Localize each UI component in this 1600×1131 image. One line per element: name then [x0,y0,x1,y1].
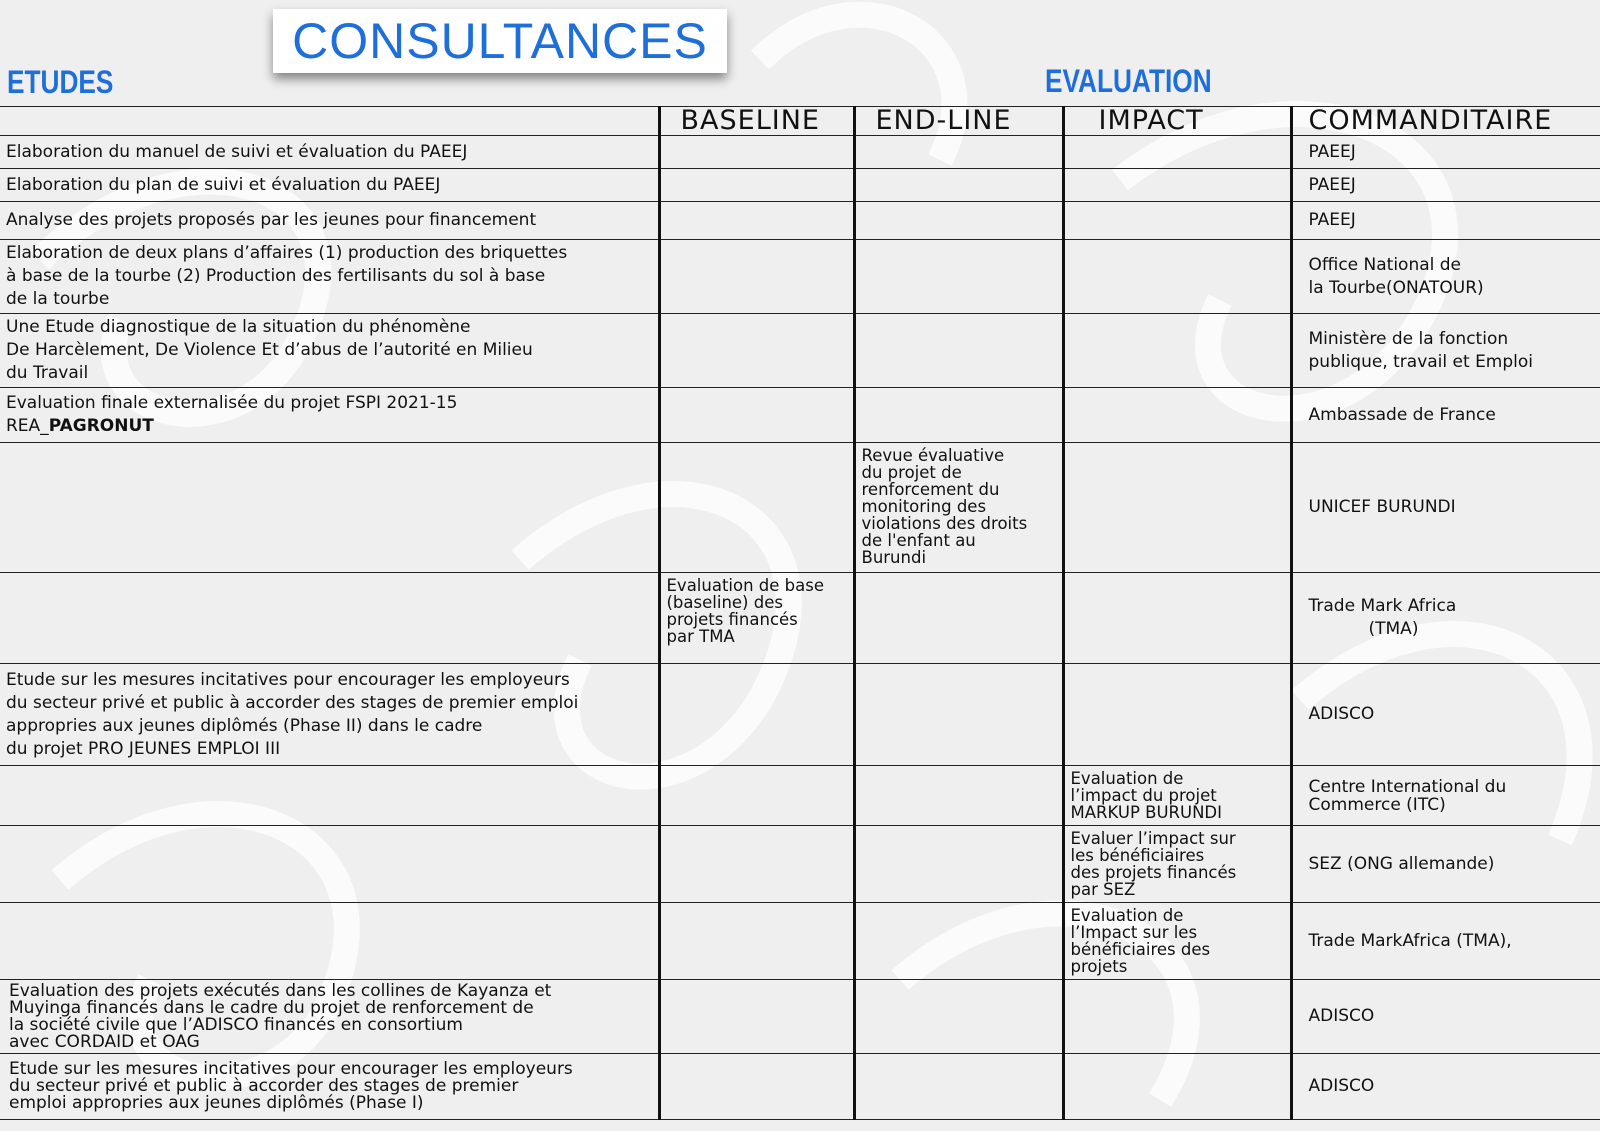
endline-cell [854,240,1063,314]
commanditaire-cell: ADISCO [1291,1054,1600,1120]
impact-cell [1063,136,1291,169]
commanditaire-cell [1291,573,1600,664]
impact-cell [1063,169,1291,202]
impact-line: Evaluation de [1070,769,1184,788]
study-line: la société civile que l’ADISCO financés en consortium [9,1014,463,1035]
commanditaire-cell [1291,314,1600,388]
baseline-cell [659,136,854,169]
baseline-cell [659,314,854,388]
study-line: à base de la tourbe (2) Production des fertilisants du sol à base [6,266,546,286]
study-cell [0,664,659,766]
column-header-commanditaire: COMMANDITAIRE [1291,107,1600,136]
endline-cell [854,903,1063,980]
study-line: De Harcèlement, De Violence Et d’abus de l’autorité en Milieu [6,340,533,360]
heading-evaluation: EVALUATION [1045,63,1212,99]
study-cell [0,1054,659,1120]
commanditaire-line: la Tourbe(ONATOUR) [1308,277,1484,298]
impact-line: Evaluation de [1070,906,1184,925]
table-row [0,240,1600,314]
study-line: du secteur privé et public à accorder des stages de premier [9,1076,519,1096]
impact-cell [1063,388,1291,443]
page-title: CONSULTANCES [292,13,708,69]
commanditaire-cell: ADISCO [1291,664,1600,766]
impact-line: des projets financés [1070,863,1237,882]
endline-cell [854,169,1063,202]
endline-cell [854,664,1063,766]
study-cell: Elaboration du manuel de suivi et évaluation du PAEEJ [0,136,659,169]
baseline-cell [659,202,854,240]
heading-etudes: ETUDES [7,64,114,100]
commanditaire-cell: Trade MarkAfrica (TMA), [1291,903,1600,980]
baseline-cell [659,826,854,903]
baseline-line: (baseline) des [666,593,783,612]
impact-line: les bénéficiaires [1070,846,1205,865]
study-line: du Travail [6,363,89,383]
study-line: Etude sur les mesures incitatives pour encourager les employeurs [6,669,570,690]
baseline-cell [659,766,854,826]
table-row [0,388,1600,443]
study-line: de la tourbe [6,289,110,309]
impact-line: projets [1070,957,1128,976]
baseline-line: projets financés [666,610,798,629]
commanditaire-cell [1291,766,1600,826]
endline-cell [854,202,1063,240]
column-header-baseline: BASELINE [659,107,854,136]
study-cell [0,766,659,826]
commanditaire-cell [1291,240,1600,314]
impact-line: Evaluer l’impact sur [1070,829,1236,848]
endline-line: renforcement du [861,480,1000,499]
study-cell [0,443,659,573]
impact-cell [1063,314,1291,388]
study-cell: Analyse des projets proposés par les jeunes pour financement [0,202,659,240]
study-line: Evaluation des projets exécutés dans les collines de Kayanza et [9,980,552,1001]
baseline-cell [659,980,854,1054]
study-cell [0,903,659,980]
study-line: du secteur privé et public à accorder des stages de premier emploi [6,692,579,713]
impact-line: l’impact du projet [1070,786,1217,805]
commanditaire-line: (TMA) [1368,619,1419,639]
study-line: Evaluation finale externalisée du projet FSPI 2021-15 [6,393,458,413]
column-header-study [0,107,659,136]
impact-cell [1063,240,1291,314]
study-cell [0,240,659,314]
commanditaire-cell: Ambassade de France [1291,388,1600,443]
endline-cell [854,136,1063,169]
baseline-cell [659,1054,854,1120]
impact-cell [1063,573,1291,664]
table-header-row [0,107,1600,136]
impact-cell [1063,202,1291,240]
study-cell [0,573,659,664]
endline-line: Burundi [861,548,927,567]
commanditaire-line: publique, travail et Emploi [1308,351,1534,372]
baseline-cell [659,240,854,314]
commanditaire-line: Office National de [1308,254,1462,275]
commanditaire-cell: UNICEF BURUNDI [1291,443,1600,573]
impact-cell [1063,443,1291,573]
study-line: Etude sur les mesures incitatives pour encourager les employeurs [9,1059,573,1079]
study-prefix: REA_ [6,416,49,436]
baseline-line: Evaluation de base [666,576,825,595]
commanditaire-line: Centre International du [1308,776,1507,797]
study-line: appropries aux jeunes diplômés (Phase II) dans le cadre [6,715,483,736]
study-line: du projet PRO JEUNES EMPLOI III [6,738,281,759]
endline-cell [854,443,1063,573]
endline-line: Revue évaluative [861,446,1005,465]
baseline-cell [659,903,854,980]
study-line: emploi appropries aux jeunes diplômés (Phase I) [9,1093,424,1113]
commanditaire-cell: PAEEJ [1291,202,1600,240]
endline-line: de l'enfant au [861,531,976,550]
commanditaire-cell: ADISCO [1291,980,1600,1054]
study-line: Elaboration de deux plans d’affaires (1) production des briquettes [6,243,568,263]
endline-cell [854,1054,1063,1120]
commanditaire-cell: PAEEJ [1291,169,1600,202]
study-cell [0,314,659,388]
commanditaire-line: Ministère de la fonction [1308,328,1509,349]
study-cell [0,980,659,1054]
endline-cell [854,314,1063,388]
table-row [0,664,1600,766]
column-header-impact: IMPACT [1063,107,1291,136]
impact-cell [1063,664,1291,766]
baseline-line: par TMA [666,627,735,646]
baseline-cell [659,573,854,664]
table-row [0,980,1600,1054]
study-line: avec CORDAID et OAG [9,1031,200,1052]
table-row [0,903,1600,980]
commanditaire-cell: SEZ (ONG allemande) [1291,826,1600,903]
impact-line: par SEZ [1070,880,1136,899]
impact-line: bénéficiaires des [1070,940,1211,959]
table-row [0,766,1600,826]
baseline-cell [659,388,854,443]
endline-line: du projet de [861,463,962,482]
commanditaire-cell: PAEEJ [1291,136,1600,169]
study-line: Une Etude diagnostique de la situation du phénomène [6,317,471,337]
study-line: Muyinga financés dans le cadre du projet de renforcement de [9,997,534,1018]
impact-cell [1063,1054,1291,1120]
study-cell [0,826,659,903]
commanditaire-line: Commerce (ITC) [1308,794,1446,815]
endline-cell [854,826,1063,903]
impact-line: l’Impact sur les [1070,923,1198,942]
table-body [0,136,1600,1120]
table-row [0,202,1600,240]
table-row [0,136,1600,169]
table-row [0,826,1600,903]
study-cell [0,388,659,443]
impact-cell [1063,766,1291,826]
endline-line: violations des droits [861,514,1028,533]
impact-cell [1063,826,1291,903]
table-row [0,443,1600,573]
endline-cell [854,573,1063,664]
baseline-cell [659,169,854,202]
commanditaire-line: Trade Mark Africa [1308,596,1457,616]
consultances-table-wrapper [0,106,1600,1120]
endline-cell [854,980,1063,1054]
study-bold: PAGRONUT [48,416,154,436]
impact-line: MARKUP BURUNDI [1070,803,1222,822]
title-banner [273,9,727,73]
table-row [0,573,1600,664]
table-row [0,1054,1600,1120]
table-row [0,169,1600,202]
column-header-endline: END-LINE [854,107,1063,136]
baseline-cell [659,664,854,766]
table-row [0,314,1600,388]
endline-line: monitoring des [861,497,987,516]
study-cell: Elaboration du plan de suivi et évaluation du PAEEJ [0,169,659,202]
endline-cell [854,766,1063,826]
impact-cell [1063,903,1291,980]
baseline-cell [659,443,854,573]
impact-cell [1063,980,1291,1054]
endline-cell [854,388,1063,443]
consultances-table [0,106,1600,1120]
